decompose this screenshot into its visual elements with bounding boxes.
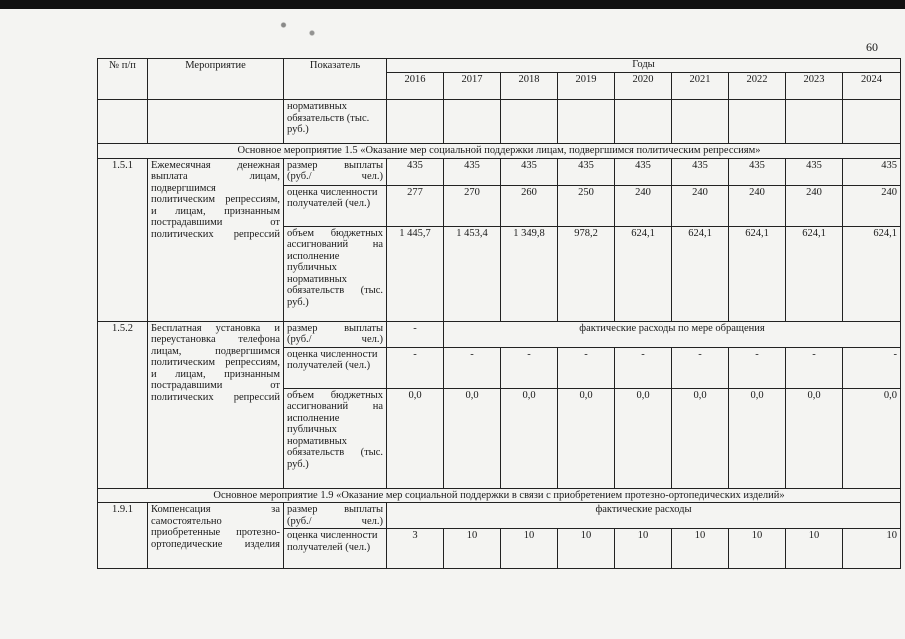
year-cell: 2016	[387, 73, 444, 100]
table-row	[98, 158, 901, 185]
indicator-cell: оценка численности получателей (чел.)	[284, 347, 387, 388]
page-number: 60	[866, 40, 878, 54]
value-cell: 240	[672, 185, 729, 226]
value-cell: -	[558, 347, 615, 388]
value-cell: -	[501, 347, 558, 388]
value-cell: 0,0	[444, 388, 501, 488]
value-cell: 0,0	[615, 388, 672, 488]
value-cell: 0,0	[501, 388, 558, 488]
value-cell: 3	[387, 529, 444, 569]
value-cell: 250	[558, 185, 615, 226]
item-number: 1.9.1	[98, 503, 148, 569]
value-cell: 10	[615, 529, 672, 569]
value-cell: 10	[444, 529, 501, 569]
value-cell: 435	[843, 158, 901, 185]
value-cell: 240	[729, 185, 786, 226]
program-table	[97, 58, 901, 569]
value-cell: 240	[786, 185, 843, 226]
event-description: Компенсация за самостоятельно приобретенные протезно-ортопедические изделия	[148, 503, 284, 569]
value-cell: 624,1	[729, 226, 786, 321]
year-cell: 2023	[786, 73, 843, 100]
value-cell: -	[387, 321, 444, 347]
section-row	[98, 144, 901, 159]
item-number: 1.5.2	[98, 321, 148, 488]
year-cell: 2024	[843, 73, 901, 100]
value-cell: 624,1	[843, 226, 901, 321]
indicator-cell: оценка численности получателей (чел.)	[284, 529, 387, 569]
value-cell: 435	[387, 158, 444, 185]
value-cell: -	[387, 347, 444, 388]
year-cell: 2017	[444, 73, 501, 100]
value-cell: 10	[501, 529, 558, 569]
indicator-cell: объем бюджетных ассигнований на исполнение публичных нормативных обязательств (тыс. руб.)	[284, 388, 387, 488]
value-cell: 1 349,8	[501, 226, 558, 321]
section-title-1-9: Основное мероприятие 1.9 «Оказание мер социальной поддержки в связи с приобретением протезно-ортопедических изделий»	[98, 488, 901, 503]
value-cell: 10	[843, 529, 901, 569]
value-cell: 624,1	[672, 226, 729, 321]
value-cell: 10	[786, 529, 843, 569]
value-cell: 435	[672, 158, 729, 185]
value-cell: 277	[387, 185, 444, 226]
table-row	[98, 503, 901, 529]
value-cell: -	[672, 347, 729, 388]
indicator-cell: объем бюджетных ассигнований на исполнение публичных нормативных обязательств (тыс. руб.)	[284, 226, 387, 321]
indicator-cell: размер выплаты (руб./ чел.)	[284, 503, 387, 529]
carry-row	[98, 100, 901, 144]
col-no-header: № п/п	[98, 59, 148, 100]
value-cell: 10	[558, 529, 615, 569]
header-row-1	[98, 59, 901, 73]
col-years-header: Годы	[387, 59, 901, 73]
value-cell: 435	[558, 158, 615, 185]
col-indicator-header: Показатель	[284, 59, 387, 100]
value-cell: 270	[444, 185, 501, 226]
table-row	[98, 321, 901, 347]
year-cell: 2019	[558, 73, 615, 100]
year-cell: 2021	[672, 73, 729, 100]
value-cell: 0,0	[786, 388, 843, 488]
value-cell: 0,0	[558, 388, 615, 488]
value-cell: 0,0	[672, 388, 729, 488]
value-cell: -	[444, 347, 501, 388]
event-description: Бесплатная установка и переустановка телефона лицам, подвергшимся политическим репрессиям, и лицам, признанным пострадавшими от политических репрессий	[148, 321, 284, 488]
year-cell: 2018	[501, 73, 558, 100]
value-cell: 260	[501, 185, 558, 226]
value-cell: 1 453,4	[444, 226, 501, 321]
event-description: Ежемесячная денежная выплата лицам, подвергшимся политическим репрессиям, и лицам, признанным пострадавшими от политических репрессий	[148, 158, 284, 321]
value-cell: 240	[843, 185, 901, 226]
merged-note: фактические расходы по мере обращения	[444, 321, 901, 347]
value-cell: 435	[615, 158, 672, 185]
scan-top-border	[0, 0, 905, 9]
indicator-cell: размер выплаты (руб./ чел.)	[284, 158, 387, 185]
value-cell: 1 445,7	[387, 226, 444, 321]
section-title-1-5: Основное мероприятие 1.5 «Оказание мер социальной поддержки лицам, подвергшимся политическим репрессиям»	[98, 144, 901, 159]
indicator-cell: оценка численности получателей (чел.)	[284, 185, 387, 226]
scan-artifact	[255, 9, 350, 49]
year-cell: 2022	[729, 73, 786, 100]
item-number: 1.5.1	[98, 158, 148, 321]
value-cell: 435	[786, 158, 843, 185]
value-cell: 0,0	[843, 388, 901, 488]
value-cell: -	[843, 347, 901, 388]
value-cell: 435	[501, 158, 558, 185]
indicator-cell: размер выплаты (руб./ чел.)	[284, 321, 387, 347]
value-cell: 0,0	[387, 388, 444, 488]
value-cell: 624,1	[786, 226, 843, 321]
value-cell: -	[615, 347, 672, 388]
value-cell: 978,2	[558, 226, 615, 321]
value-cell: 0,0	[729, 388, 786, 488]
section-row	[98, 488, 901, 503]
value-cell: 240	[615, 185, 672, 226]
value-cell: 10	[729, 529, 786, 569]
value-cell: 435	[444, 158, 501, 185]
merged-note: фактические расходы	[387, 503, 901, 529]
indicator-cell: нормативных обязательств (тыс. руб.)	[284, 100, 387, 144]
value-cell: 435	[729, 158, 786, 185]
year-cell: 2020	[615, 73, 672, 100]
col-event-header: Мероприятие	[148, 59, 284, 100]
value-cell: 624,1	[615, 226, 672, 321]
value-cell: -	[786, 347, 843, 388]
value-cell: 10	[672, 529, 729, 569]
value-cell: -	[729, 347, 786, 388]
